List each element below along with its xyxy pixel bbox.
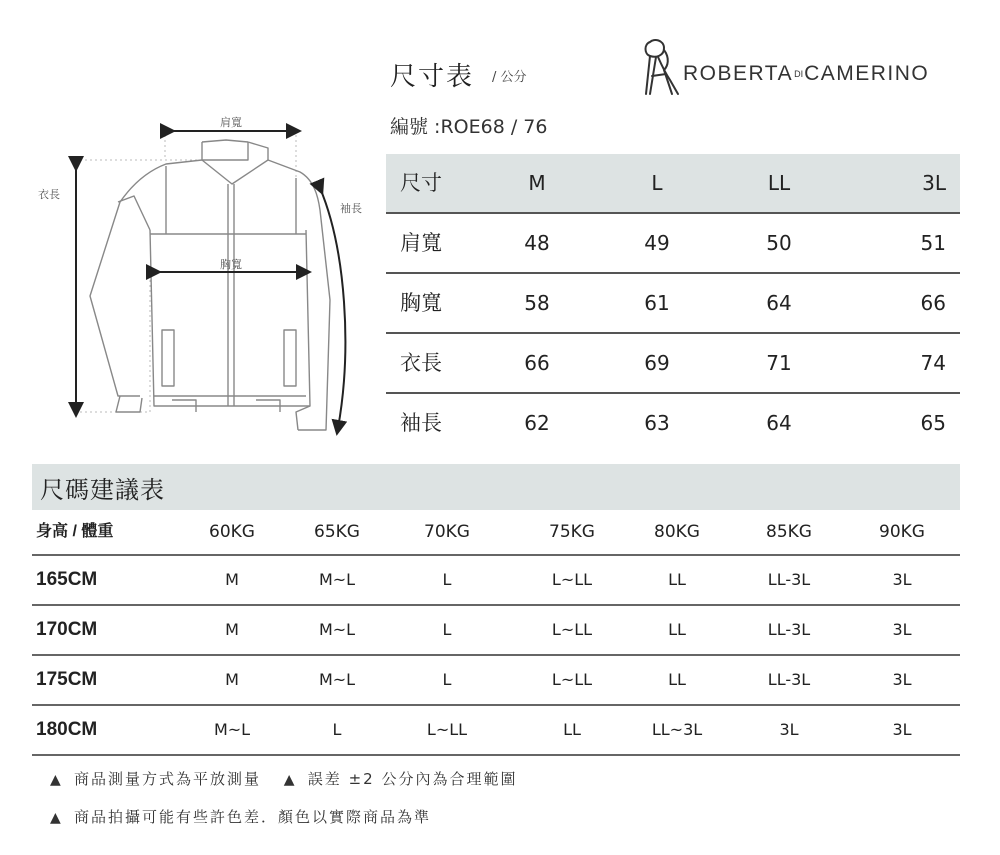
triangle-bullet-icon: ▲ <box>50 810 61 826</box>
table-header-cell: 65KG <box>314 522 360 542</box>
note-measurement: 商品測量方式為平放測量 <box>74 770 262 788</box>
table-row <box>386 274 960 334</box>
table-cell: 69 <box>644 351 670 375</box>
table-cell: LL <box>668 620 686 639</box>
table-header-cell: LL <box>767 171 791 195</box>
scarf-r-logo-icon <box>636 36 686 100</box>
size-table-header <box>386 154 960 214</box>
table-cell: L <box>442 570 452 589</box>
table-cell: LL <box>668 670 686 689</box>
note-line-2 <box>50 806 431 827</box>
table-cell: LL <box>668 570 686 589</box>
recommendation-title: 尺碼建議表 <box>40 476 165 504</box>
note-tolerance: 誤差 ±2 公分內為合理範圍 <box>307 770 518 788</box>
table-cell: 3L <box>892 670 912 689</box>
row-label: 袖長 <box>400 411 442 435</box>
row-label: 175CM <box>36 669 98 690</box>
length-label: 衣長 <box>38 188 60 201</box>
table-cell: LL-3L <box>767 620 811 639</box>
table-cell: 66 <box>920 291 946 315</box>
table-header-cell: 3L <box>922 171 946 195</box>
table-cell: M <box>225 670 239 689</box>
table-cell: 65 <box>920 411 946 435</box>
table-cell: 61 <box>644 291 670 315</box>
page-title: 尺寸表 <box>390 62 475 92</box>
shoulder-label: 肩寬 <box>220 116 242 129</box>
note-line-1 <box>50 768 517 789</box>
table-cell: 63 <box>644 411 670 435</box>
note-color-difference: 商品拍攝可能有些許色差．顏色以實際商品為準 <box>74 808 432 826</box>
table-header-cell: 75KG <box>549 522 595 542</box>
table-header-cell: 60KG <box>209 522 255 542</box>
table-cell: 3L <box>892 620 912 639</box>
brand-name-left: ROBERTA <box>683 62 794 85</box>
table-row <box>32 706 960 756</box>
table-row <box>32 656 960 706</box>
table-cell: M~L <box>318 620 356 639</box>
table-cell: 3L <box>892 720 912 739</box>
recommendation-table <box>32 510 960 756</box>
row-label: 170CM <box>36 619 98 640</box>
model-code: 編號 :ROE68 / 76 <box>390 116 548 138</box>
unit-label: / 公分 <box>492 70 527 85</box>
table-header-cell: 尺寸 <box>400 171 442 195</box>
table-cell: L <box>442 670 452 689</box>
table-cell: 49 <box>644 231 670 255</box>
table-cell: L~LL <box>426 720 468 739</box>
sleeve-label: 袖長 <box>340 202 362 215</box>
table-header-cell: 85KG <box>766 522 812 542</box>
table-cell: 62 <box>524 411 550 435</box>
table-cell: 51 <box>920 231 946 255</box>
table-cell: 71 <box>766 351 792 375</box>
brand-name-di: DI <box>794 69 804 80</box>
table-row <box>386 394 960 452</box>
table-cell: M~L <box>213 720 251 739</box>
table-cell: 50 <box>766 231 792 255</box>
table-header-cell: L <box>651 171 663 195</box>
table-header-cell: 90KG <box>879 522 925 542</box>
triangle-bullet-icon: ▲ <box>50 772 61 788</box>
table-cell: L <box>442 620 452 639</box>
table-header-cell: 80KG <box>654 522 700 542</box>
table-row <box>386 214 960 274</box>
recommendation-header-band <box>32 464 960 510</box>
jacket-diagram <box>0 100 380 445</box>
table-cell: 58 <box>524 291 550 315</box>
table-row <box>32 556 960 606</box>
table-cell: L~LL <box>551 670 593 689</box>
row-label: 肩寬 <box>400 231 442 255</box>
table-cell: M <box>225 570 239 589</box>
table-cell: 3L <box>892 570 912 589</box>
brand-logo <box>636 36 686 100</box>
table-cell: L <box>332 720 342 739</box>
table-cell: L~LL <box>551 570 593 589</box>
table-cell: 66 <box>524 351 550 375</box>
table-cell: LL-3L <box>767 570 811 589</box>
table-cell: LL~3L <box>651 720 703 739</box>
table-header-cell: 70KG <box>424 522 470 542</box>
table-cell: LL <box>563 720 581 739</box>
table-row <box>32 606 960 656</box>
row-label: 胸寬 <box>400 291 442 315</box>
chest-label: 胸寬 <box>220 258 242 271</box>
table-cell: 3L <box>779 720 799 739</box>
row-label: 180CM <box>36 719 98 740</box>
row-label: 165CM <box>36 569 98 590</box>
table-cell: 64 <box>766 411 792 435</box>
size-table <box>386 154 960 452</box>
table-cell: M~L <box>318 670 356 689</box>
brand-name-right: CAMERINO <box>804 62 930 85</box>
table-header-cell: M <box>528 171 546 195</box>
table-cell: LL-3L <box>767 670 811 689</box>
table-cell: 64 <box>766 291 792 315</box>
recommendation-table-header <box>32 510 960 556</box>
triangle-bullet-icon: ▲ <box>283 772 295 788</box>
row-label: 衣長 <box>400 351 442 375</box>
table-cell: M <box>225 620 239 639</box>
table-cell: M~L <box>318 570 356 589</box>
table-cell: L~LL <box>551 620 593 639</box>
table-cell: 48 <box>524 231 550 255</box>
brand-name <box>683 62 929 86</box>
table-header-cell: 身高 / 體重 <box>36 523 114 540</box>
table-cell: 74 <box>920 351 946 375</box>
table-row <box>386 334 960 394</box>
